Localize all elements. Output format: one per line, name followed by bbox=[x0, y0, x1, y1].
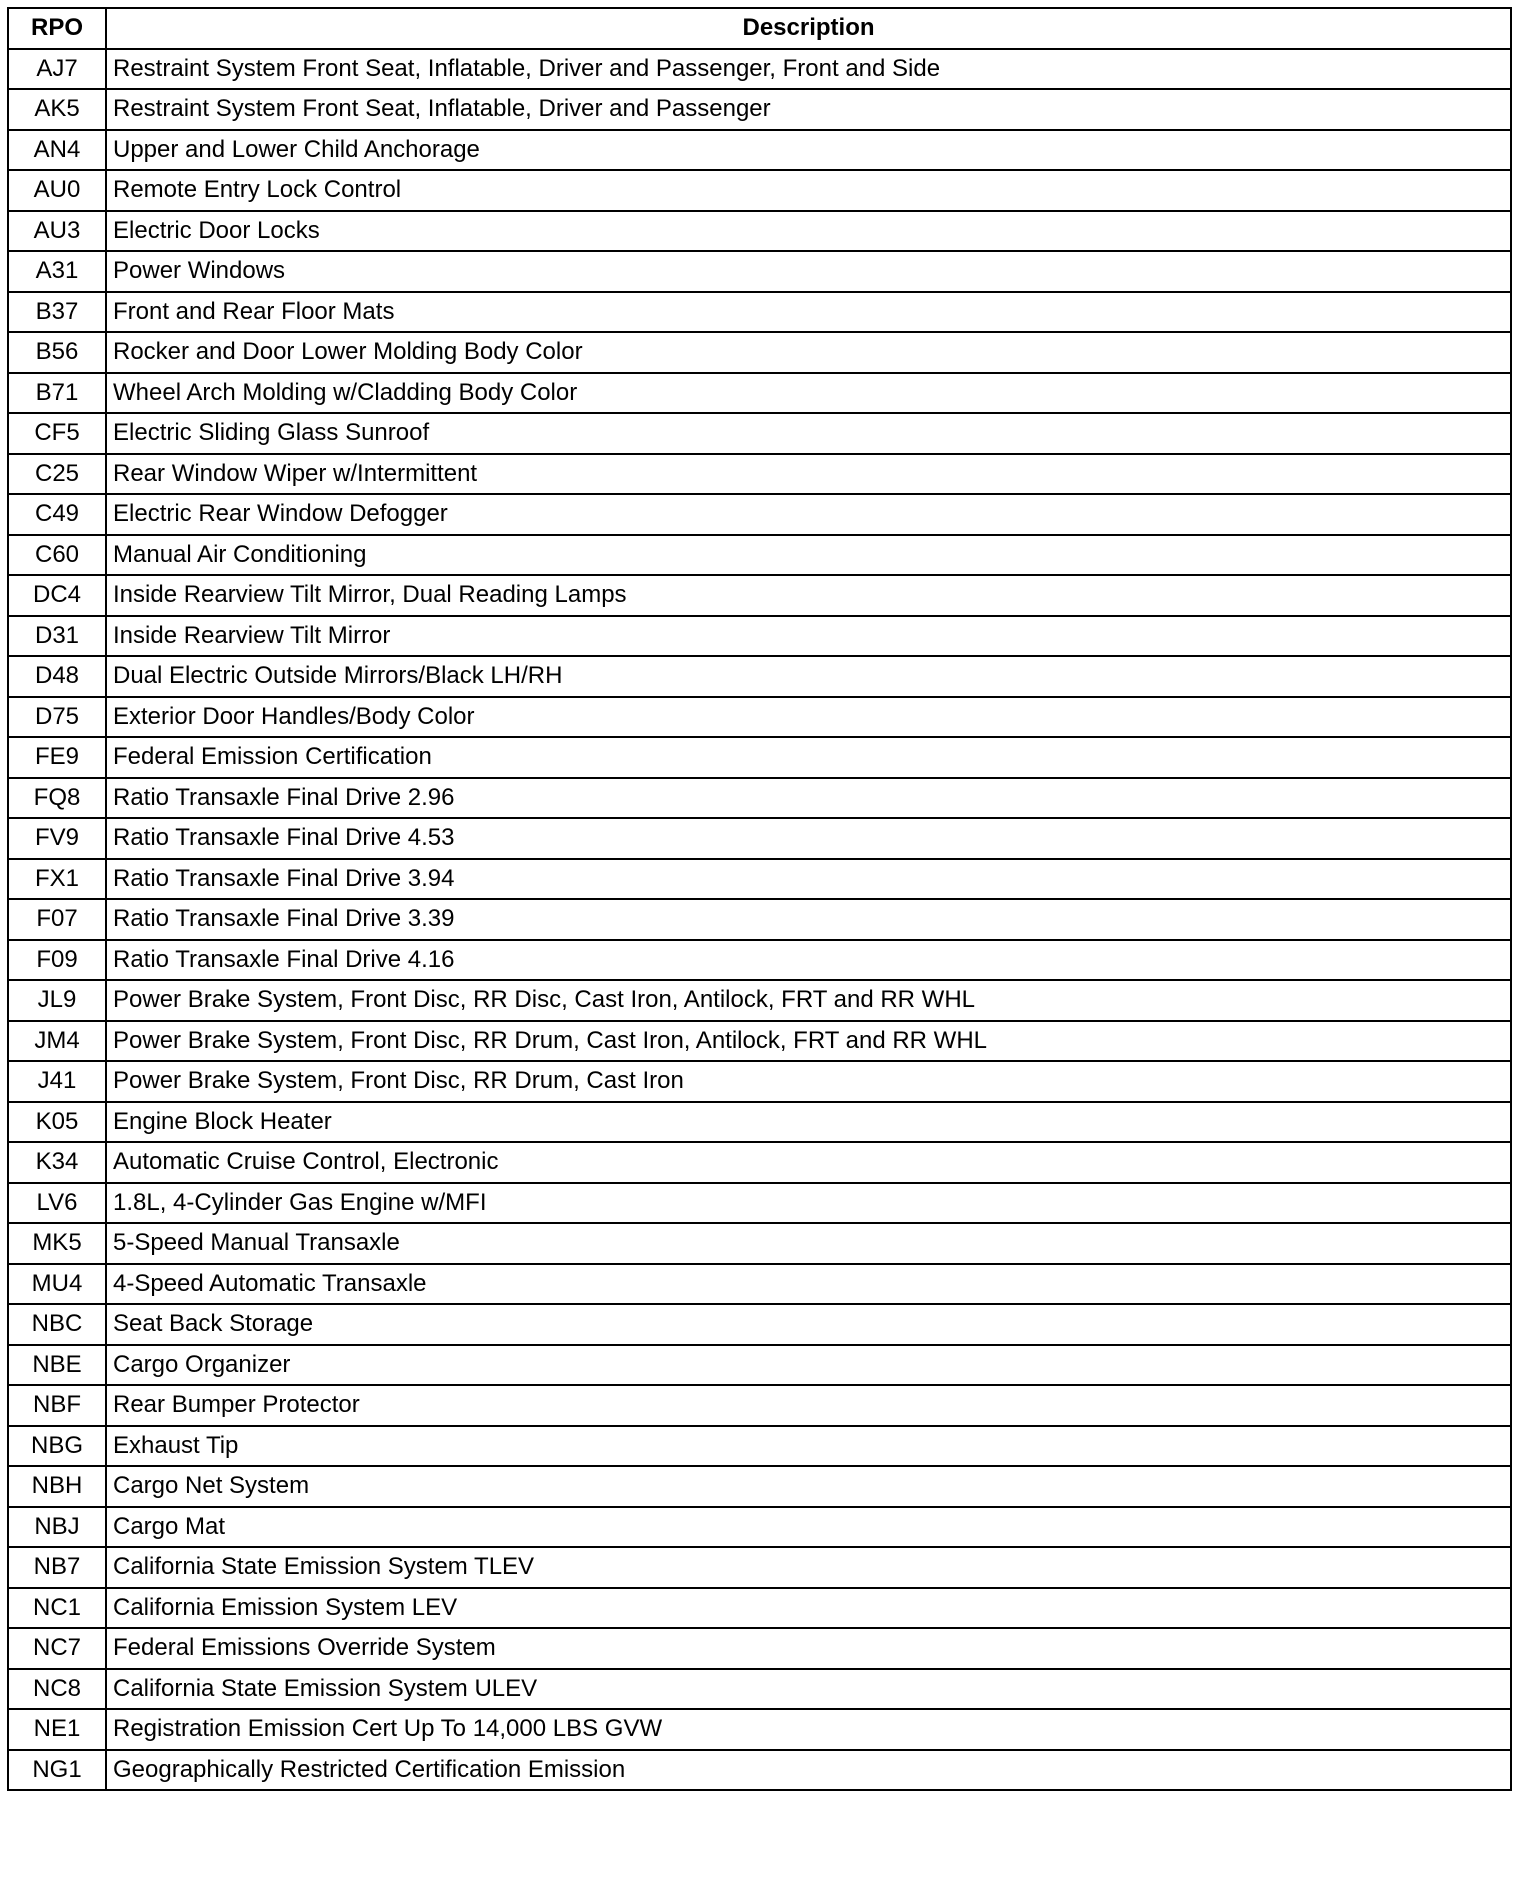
table-header bbox=[8, 8, 1511, 49]
description-cell: Cargo Organizer bbox=[106, 1345, 1511, 1386]
table-row bbox=[8, 616, 1511, 657]
table-row bbox=[8, 737, 1511, 778]
table-row bbox=[8, 575, 1511, 616]
description-cell: Engine Block Heater bbox=[106, 1102, 1511, 1143]
rpo-code-cell: AU0 bbox=[8, 170, 106, 211]
table-row bbox=[8, 1669, 1511, 1710]
description-cell: Ratio Transaxle Final Drive 3.94 bbox=[106, 859, 1511, 900]
description-cell: Exhaust Tip bbox=[106, 1426, 1511, 1467]
rpo-code-cell: F07 bbox=[8, 899, 106, 940]
table-row bbox=[8, 697, 1511, 738]
rpo-code-cell: FQ8 bbox=[8, 778, 106, 819]
rpo-code-cell: NBE bbox=[8, 1345, 106, 1386]
description-cell: Registration Emission Cert Up To 14,000 LBS GVW bbox=[106, 1709, 1511, 1750]
table-row bbox=[8, 1183, 1511, 1224]
table-row bbox=[8, 1507, 1511, 1548]
table-row bbox=[8, 1628, 1511, 1669]
rpo-code-cell: NBH bbox=[8, 1466, 106, 1507]
table-row bbox=[8, 454, 1511, 495]
table-row bbox=[8, 940, 1511, 981]
table-row bbox=[8, 899, 1511, 940]
description-cell: Front and Rear Floor Mats bbox=[106, 292, 1511, 333]
table-row bbox=[8, 1750, 1511, 1791]
description-cell: Power Brake System, Front Disc, RR Drum, Cast Iron, Antilock, FRT and RR WHL bbox=[106, 1021, 1511, 1062]
description-cell: Inside Rearview Tilt Mirror bbox=[106, 616, 1511, 657]
description-cell: Exterior Door Handles/Body Color bbox=[106, 697, 1511, 738]
rpo-code-cell: FX1 bbox=[8, 859, 106, 900]
table-row bbox=[8, 1021, 1511, 1062]
table-row bbox=[8, 170, 1511, 211]
table-row bbox=[8, 778, 1511, 819]
rpo-code-cell: F09 bbox=[8, 940, 106, 981]
description-cell: Electric Door Locks bbox=[106, 211, 1511, 252]
rpo-code-cell: FV9 bbox=[8, 818, 106, 859]
description-cell: Electric Rear Window Defogger bbox=[106, 494, 1511, 535]
table-row bbox=[8, 980, 1511, 1021]
rpo-code-cell: NB7 bbox=[8, 1547, 106, 1588]
description-cell: Dual Electric Outside Mirrors/Black LH/RH bbox=[106, 656, 1511, 697]
description-cell: Restraint System Front Seat, Inflatable, Driver and Passenger bbox=[106, 89, 1511, 130]
rpo-code-cell: D48 bbox=[8, 656, 106, 697]
description-cell: Seat Back Storage bbox=[106, 1304, 1511, 1345]
description-cell: Ratio Transaxle Final Drive 2.96 bbox=[106, 778, 1511, 819]
rpo-code-cell: NC8 bbox=[8, 1669, 106, 1710]
rpo-code-cell: MK5 bbox=[8, 1223, 106, 1264]
description-column-header: Description bbox=[106, 8, 1511, 49]
table-row bbox=[8, 130, 1511, 171]
rpo-code-cell: FE9 bbox=[8, 737, 106, 778]
table-row bbox=[8, 1709, 1511, 1750]
description-cell: California State Emission System ULEV bbox=[106, 1669, 1511, 1710]
table-row bbox=[8, 1547, 1511, 1588]
description-cell: Electric Sliding Glass Sunroof bbox=[106, 413, 1511, 454]
description-cell: Geographically Restricted Certification Emission bbox=[106, 1750, 1511, 1791]
rpo-code-cell: NBG bbox=[8, 1426, 106, 1467]
description-cell: Automatic Cruise Control, Electronic bbox=[106, 1142, 1511, 1183]
table-row bbox=[8, 1102, 1511, 1143]
rpo-code-cell: LV6 bbox=[8, 1183, 106, 1224]
table-row bbox=[8, 1264, 1511, 1305]
rpo-code-cell: C49 bbox=[8, 494, 106, 535]
table-row bbox=[8, 251, 1511, 292]
description-cell: 1.8L, 4-Cylinder Gas Engine w/MFI bbox=[106, 1183, 1511, 1224]
table-row bbox=[8, 494, 1511, 535]
table-row bbox=[8, 373, 1511, 414]
description-cell: Rear Window Wiper w/Intermittent bbox=[106, 454, 1511, 495]
description-cell: Ratio Transaxle Final Drive 4.16 bbox=[106, 940, 1511, 981]
description-cell: Remote Entry Lock Control bbox=[106, 170, 1511, 211]
description-cell: Power Windows bbox=[106, 251, 1511, 292]
rpo-code-cell: NBC bbox=[8, 1304, 106, 1345]
table-row bbox=[8, 535, 1511, 576]
rpo-code-cell: JM4 bbox=[8, 1021, 106, 1062]
table-row bbox=[8, 211, 1511, 252]
table-row bbox=[8, 89, 1511, 130]
description-cell: Rocker and Door Lower Molding Body Color bbox=[106, 332, 1511, 373]
rpo-code-cell: NG1 bbox=[8, 1750, 106, 1791]
table-row bbox=[8, 1345, 1511, 1386]
rpo-code-cell: NC1 bbox=[8, 1588, 106, 1629]
rpo-code-cell: A31 bbox=[8, 251, 106, 292]
rpo-column-header: RPO bbox=[8, 8, 106, 49]
description-cell: Upper and Lower Child Anchorage bbox=[106, 130, 1511, 171]
table-row bbox=[8, 859, 1511, 900]
rpo-code-cell: D75 bbox=[8, 697, 106, 738]
table-row bbox=[8, 49, 1511, 90]
rpo-code-cell: B71 bbox=[8, 373, 106, 414]
rpo-code-cell: K34 bbox=[8, 1142, 106, 1183]
rpo-code-cell: B37 bbox=[8, 292, 106, 333]
rpo-code-cell: AK5 bbox=[8, 89, 106, 130]
rpo-code-cell: C25 bbox=[8, 454, 106, 495]
description-cell: Manual Air Conditioning bbox=[106, 535, 1511, 576]
rpo-code-cell: J41 bbox=[8, 1061, 106, 1102]
description-cell: Ratio Transaxle Final Drive 4.53 bbox=[106, 818, 1511, 859]
description-cell: Cargo Net System bbox=[106, 1466, 1511, 1507]
rpo-code-cell: NC7 bbox=[8, 1628, 106, 1669]
rpo-code-cell: AU3 bbox=[8, 211, 106, 252]
description-cell: Power Brake System, Front Disc, RR Drum, Cast Iron bbox=[106, 1061, 1511, 1102]
description-cell: Wheel Arch Molding w/Cladding Body Color bbox=[106, 373, 1511, 414]
description-cell: Ratio Transaxle Final Drive 3.39 bbox=[106, 899, 1511, 940]
description-cell: Restraint System Front Seat, Inflatable, Driver and Passenger, Front and Side bbox=[106, 49, 1511, 90]
table-row bbox=[8, 413, 1511, 454]
rpo-table bbox=[7, 7, 1512, 1791]
rpo-code-cell: JL9 bbox=[8, 980, 106, 1021]
description-cell: 4-Speed Automatic Transaxle bbox=[106, 1264, 1511, 1305]
description-cell: Cargo Mat bbox=[106, 1507, 1511, 1548]
description-cell: Federal Emissions Override System bbox=[106, 1628, 1511, 1669]
table-row bbox=[8, 1385, 1511, 1426]
table-row bbox=[8, 1142, 1511, 1183]
rpo-code-cell: AJ7 bbox=[8, 49, 106, 90]
header-row bbox=[8, 8, 1511, 49]
rpo-code-cell: DC4 bbox=[8, 575, 106, 616]
rpo-code-cell: D31 bbox=[8, 616, 106, 657]
rpo-code-cell: AN4 bbox=[8, 130, 106, 171]
rpo-code-cell: NBF bbox=[8, 1385, 106, 1426]
table-row bbox=[8, 656, 1511, 697]
table-row bbox=[8, 1061, 1511, 1102]
rpo-code-cell: K05 bbox=[8, 1102, 106, 1143]
description-cell: 5-Speed Manual Transaxle bbox=[106, 1223, 1511, 1264]
description-cell: Inside Rearview Tilt Mirror, Dual Reading Lamps bbox=[106, 575, 1511, 616]
rpo-code-cell: CF5 bbox=[8, 413, 106, 454]
description-cell: Power Brake System, Front Disc, RR Disc, Cast Iron, Antilock, FRT and RR WHL bbox=[106, 980, 1511, 1021]
table-row bbox=[8, 1588, 1511, 1629]
rpo-code-cell: B56 bbox=[8, 332, 106, 373]
rpo-code-cell: NBJ bbox=[8, 1507, 106, 1548]
table-body bbox=[8, 49, 1511, 1791]
rpo-code-cell: NE1 bbox=[8, 1709, 106, 1750]
table-row bbox=[8, 332, 1511, 373]
table-row bbox=[8, 292, 1511, 333]
description-cell: Rear Bumper Protector bbox=[106, 1385, 1511, 1426]
table-row bbox=[8, 1304, 1511, 1345]
rpo-code-cell: MU4 bbox=[8, 1264, 106, 1305]
description-cell: California Emission System LEV bbox=[106, 1588, 1511, 1629]
rpo-code-cell: C60 bbox=[8, 535, 106, 576]
table-row bbox=[8, 818, 1511, 859]
description-cell: Federal Emission Certification bbox=[106, 737, 1511, 778]
table-row bbox=[8, 1466, 1511, 1507]
table-row bbox=[8, 1426, 1511, 1467]
description-cell: California State Emission System TLEV bbox=[106, 1547, 1511, 1588]
table-row bbox=[8, 1223, 1511, 1264]
